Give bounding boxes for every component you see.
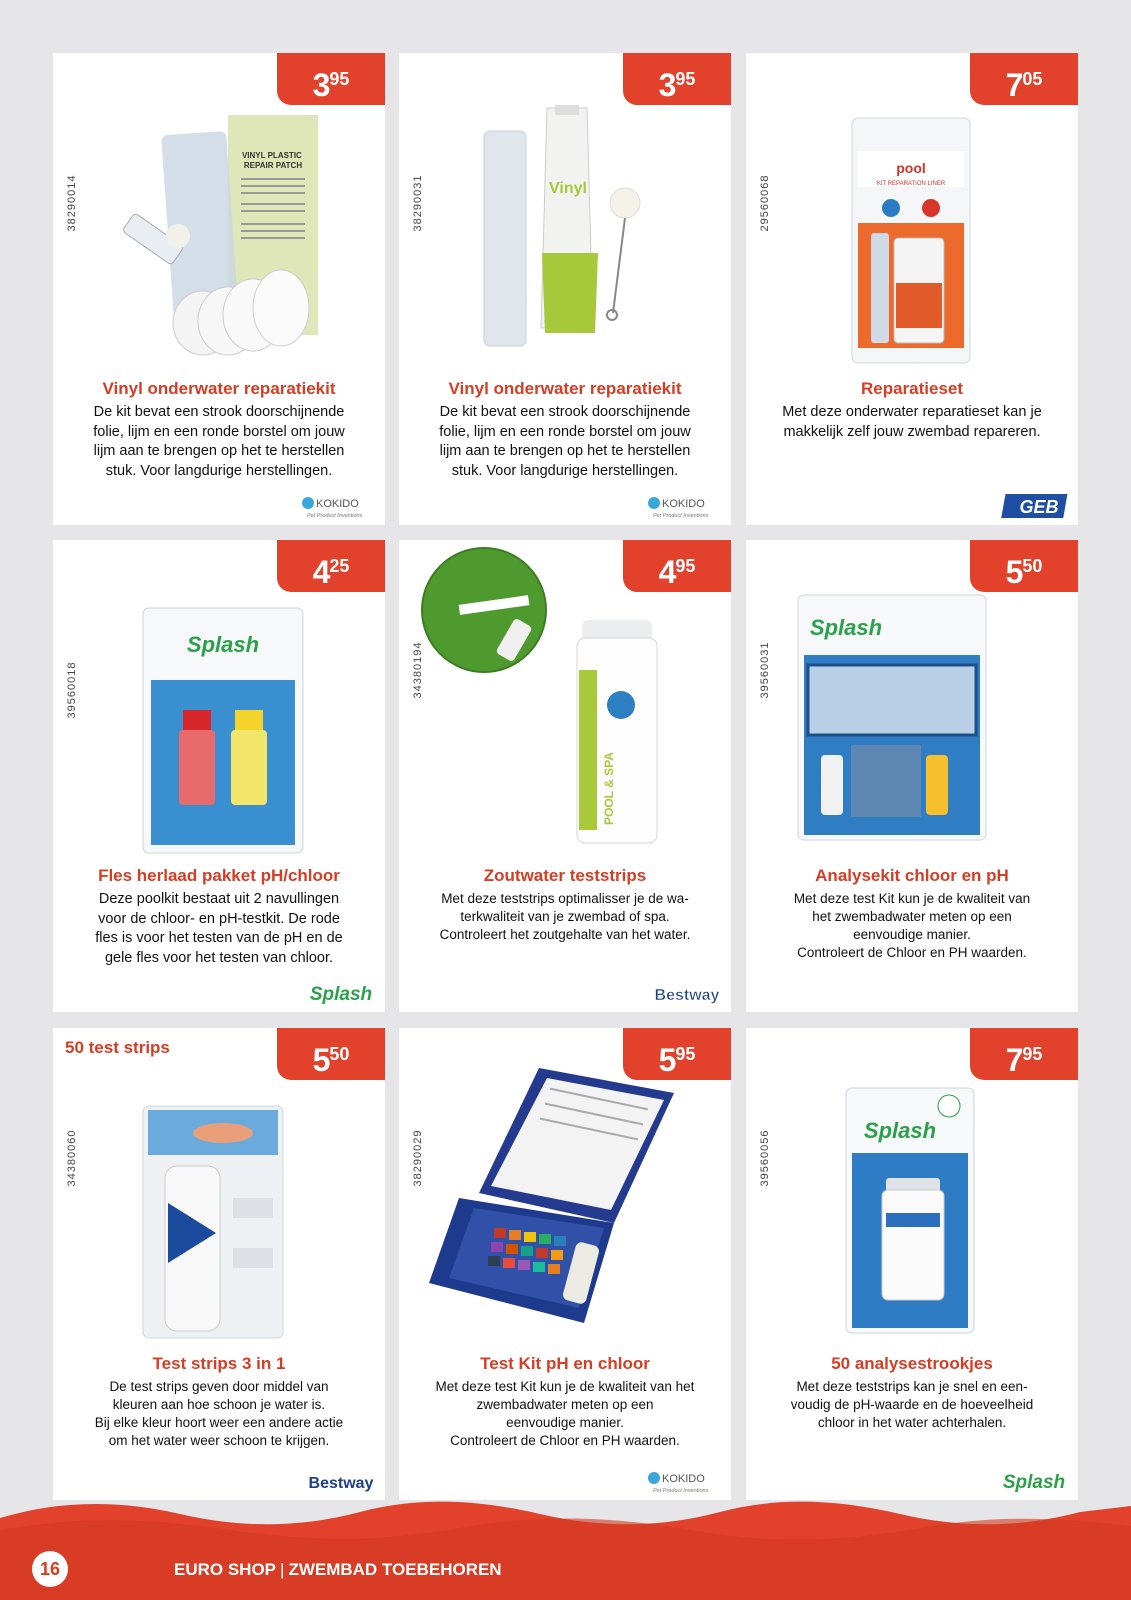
price-tag: 495 bbox=[623, 540, 731, 592]
svg-text:KOKIDO: KOKIDO bbox=[662, 1473, 705, 1485]
svg-text:KOKIDO: KOKIDO bbox=[662, 498, 705, 510]
price-tag: 395 bbox=[623, 53, 731, 105]
product-description: Met deze test Kit kun je de kwaliteit van het zwembadwater meten op een eenvoudige manier. Controleert de Chloor en PH waarden. bbox=[435, 1379, 695, 1448]
svg-text:Pet Product Inventions: Pet Product Inventions bbox=[653, 513, 709, 519]
page-number: 16 bbox=[32, 1551, 68, 1587]
pack-text-line1: VINYL PLASTIC bbox=[241, 151, 302, 160]
product-title: Vinyl onderwater reparatiekit bbox=[102, 379, 336, 398]
product-title: Analysekit chloor en pH bbox=[815, 866, 1009, 885]
svg-text:Splash: Splash bbox=[863, 1118, 937, 1143]
sku-code: 38290014 bbox=[66, 174, 78, 232]
splash-logo bbox=[992, 1466, 1072, 1496]
product-card-5[interactable] bbox=[399, 540, 731, 1012]
price-tag: 425 bbox=[277, 540, 385, 592]
product-description: Met deze onderwater reparatieset kan je makkelijk zelf jouw zwembad repareren. bbox=[782, 404, 1042, 440]
bestway-logo bbox=[645, 978, 725, 1008]
product-card-2[interactable] bbox=[399, 53, 731, 525]
product-description: Met deze teststrips kan je snel en een- voudig de pH-waarde en de hoeveelheid chloor in het water achterhalen. bbox=[790, 1379, 1034, 1430]
sku-code: 34380060 bbox=[66, 1129, 78, 1187]
svg-text:Bestway: Bestway bbox=[654, 987, 720, 1004]
product-title: Fles herlaad pakket pH/chloor bbox=[98, 866, 340, 885]
product-description: Met deze teststrips optimalisser je de wa- terkwaliteit van je zwembad of spa. Controleert het zoutgehalte van het water. bbox=[439, 891, 691, 942]
svg-text:KOKIDO: KOKIDO bbox=[316, 498, 359, 510]
svg-text:pool: pool bbox=[896, 160, 926, 176]
sku-code: 39560056 bbox=[759, 1129, 771, 1187]
kokido-logo bbox=[645, 491, 725, 521]
sku-code: 38290029 bbox=[412, 1129, 424, 1187]
svg-text:Vinyl: Vinyl bbox=[549, 180, 587, 197]
price-tag: 395 bbox=[277, 53, 385, 105]
footer-title bbox=[174, 1560, 502, 1580]
product-card-6[interactable] bbox=[746, 540, 1078, 1012]
price-tag: 550 bbox=[277, 1028, 385, 1080]
product-card-7[interactable] bbox=[53, 1028, 385, 1500]
svg-text:Pet Product Inventions: Pet Product Inventions bbox=[307, 513, 363, 519]
price-tag: 550 bbox=[970, 540, 1078, 592]
footer-section: ZWEMBAD TOEBEHOREN bbox=[288, 1560, 502, 1579]
sku-code: 34380194 bbox=[412, 641, 424, 699]
footer-separator: | bbox=[280, 1560, 285, 1579]
svg-text:Bestway: Bestway bbox=[308, 1475, 374, 1492]
svg-text:VINYL PLASTIC REPAIR PAT: VINYL PLASTIC REPAIR PATCH bbox=[241, 151, 303, 170]
product-title: Test strips 3 in 1 bbox=[152, 1354, 286, 1373]
kokido-logo bbox=[299, 491, 379, 521]
product-title: Reparatieset bbox=[860, 379, 964, 398]
promo-label: 50 test strips bbox=[65, 1038, 170, 1057]
product-description: De test strips geven door middel van kleuren aan hoe schoon je water is. Bij elke kleur hoort weer een andere actie om het water weer schoon te krijgen. bbox=[94, 1379, 344, 1448]
price-tag: 595 bbox=[623, 1028, 731, 1080]
product-card-9[interactable] bbox=[746, 1028, 1078, 1500]
product-card-8[interactable] bbox=[399, 1028, 731, 1500]
product-card-3[interactable] bbox=[746, 53, 1078, 525]
splash-logo bbox=[299, 978, 379, 1008]
product-title: 50 analysestrookjes bbox=[831, 1354, 993, 1373]
footer-wave bbox=[0, 1500, 1131, 1600]
product-description: De kit bevat een strook doorschijnende folie, lijm en een ronde borstel om jouw lijm aan te brengen op het te herstellen stuk. Voor langdurige herstellingen. bbox=[439, 404, 691, 479]
svg-text:Splash: Splash bbox=[309, 984, 373, 1005]
svg-text:POOL & SPA: POOL & SPA bbox=[602, 752, 616, 825]
product-description: Met deze test Kit kun je de kwaliteit van het zwembadwater meten op een eenvoudige manier. Controleert de Chloor en PH waarden. bbox=[793, 891, 1031, 960]
svg-text:KIT REPARATION LINER: KIT REPARATION LINER bbox=[876, 181, 946, 187]
product-description: De kit bevat een strook doorschijnende folie, lijm en een ronde borstel om jouw lijm aan te brengen op het te herstellen stuk. Voor langdurige herstellingen. bbox=[93, 404, 345, 479]
sku-code: 39560031 bbox=[759, 641, 771, 699]
sku-code: 29560068 bbox=[759, 174, 771, 232]
footer-shop: EURO SHOP bbox=[174, 1560, 277, 1579]
svg-text:Splash: Splash bbox=[1002, 1472, 1066, 1493]
price-tag: 795 bbox=[970, 1028, 1078, 1080]
product-card-4[interactable] bbox=[53, 540, 385, 1012]
price-tag: 705 bbox=[970, 53, 1078, 105]
sku-code: 39560018 bbox=[66, 661, 78, 719]
geb-logo bbox=[992, 491, 1072, 521]
svg-text:Pet Product Inventions: Pet Product Inventions bbox=[653, 1488, 709, 1494]
product-description: Deze poolkit bestaat uit 2 navullingen voor de chloor- en pH-testkit. De rode fles is voor het testen van de pH en de gele fles voor het testen van chloor. bbox=[95, 891, 343, 966]
kokido-logo bbox=[645, 1466, 725, 1496]
product-title: Vinyl onderwater reparatiekit bbox=[448, 379, 682, 398]
sku-code: 38290031 bbox=[412, 174, 424, 232]
svg-text:Splash: Splash bbox=[186, 632, 260, 657]
svg-text:GEB: GEB bbox=[1019, 497, 1059, 517]
product-card-1[interactable] bbox=[53, 53, 385, 525]
svg-text:Splash: Splash bbox=[809, 615, 883, 640]
bestway-logo bbox=[299, 1466, 379, 1496]
product-title: Zoutwater teststrips bbox=[483, 866, 647, 885]
product-title: Test Kit pH en chloor bbox=[480, 1354, 650, 1373]
